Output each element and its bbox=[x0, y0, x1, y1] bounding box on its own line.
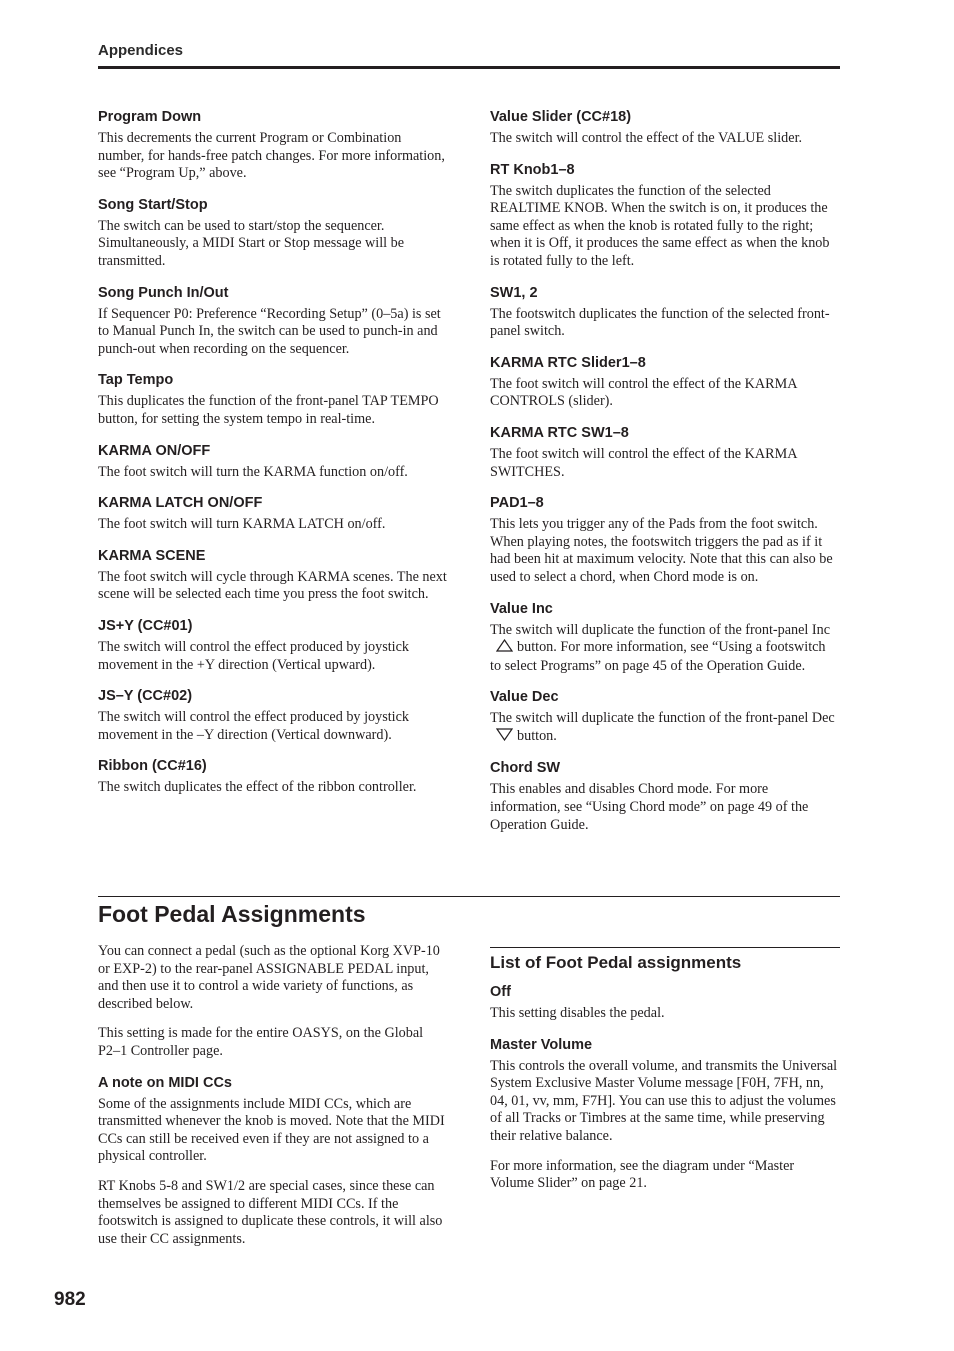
intro-paragraph: You can connect a pedal (such as the optional Korg XVP-10 or EXP-2) to the rear-panel ASSIGNABLE PEDAL input, and then use it to control a wide variety of functions, as described below. bbox=[98, 943, 440, 1012]
entry-title: Off bbox=[490, 984, 511, 1000]
note-title: A note on MIDI CCs bbox=[98, 1074, 232, 1091]
running-header: Appendices bbox=[98, 42, 184, 59]
entry-js-minus-y bbox=[98, 687, 448, 744]
entry-karma-rtc-sw bbox=[490, 424, 840, 481]
entry-js-plus-y bbox=[98, 617, 448, 674]
note-paragraph: RT Knobs 5-8 and SW1/2 are special cases, since these can themselves be assigned to different MIDI CCs. If the footswitch is assigned to duplicate these controls, it will also use their CC assignments. bbox=[98, 1177, 443, 1247]
entry-title: Value Inc bbox=[490, 600, 553, 617]
entry-title: KARMA LATCH ON/OFF bbox=[98, 495, 263, 512]
subsection-rule bbox=[490, 947, 840, 948]
entry-text bbox=[490, 622, 840, 676]
entry-text: The foot switch will cycle through KARMA scenes. The next scene will be selected each time you press the foot switch. bbox=[98, 568, 447, 603]
entry-text: This lets you trigger any of the Pads from the foot switch. When playing notes, the footswitch triggers the pad as if it had been hit at maximum velocity. Note that this can also be used to select a chord, when Chord mode is on. bbox=[490, 516, 833, 585]
text-before: The switch will duplicate the function of the front-panel Inc bbox=[490, 621, 830, 638]
foot-pedal-left bbox=[98, 940, 448, 1248]
note-paragraph: Some of the assignments include MIDI CCs, which are transmitted whenever the knob is moved. Note that the MIDI CCs can still be received even if they are not assigned to a physical controller. bbox=[98, 1095, 445, 1165]
entry-pad bbox=[490, 494, 840, 586]
triangle-up-icon bbox=[496, 639, 513, 658]
entry-title: JS–Y (CC#02) bbox=[98, 688, 193, 705]
entry-title: PAD1–8 bbox=[490, 495, 544, 512]
entry-text bbox=[490, 710, 840, 746]
section-rule bbox=[98, 896, 840, 897]
entry-title: JS+Y (CC#01) bbox=[98, 617, 193, 634]
entry-title: Song Punch In/Out bbox=[98, 284, 229, 301]
text-after: button. For more information, see “Using a footswitch to select Programs” on page 45 of the Operation Guide. bbox=[490, 639, 826, 674]
entry-song-punch bbox=[98, 284, 448, 359]
entry-text: The switch will control the effect produced by joystick movement in the +Y direction (Vertical upward). bbox=[98, 638, 409, 673]
entry-text: This controls the overall volume, and transmits the Universal System Exclusive Master Volume message [F0H, 7FH, nn, 04, 01, vv, mm, F7H]. You can use this to adjust the volumes of all Tracks or Timbres at the same time, while preserving their relative balance. bbox=[490, 1057, 838, 1144]
entry-chord-sw bbox=[490, 759, 840, 834]
entry-text: The foot switch will turn the KARMA function on/off. bbox=[98, 463, 408, 480]
entry-rt-knob bbox=[490, 161, 840, 271]
foot-pedal-right bbox=[490, 947, 840, 1193]
entry-karma-on-off bbox=[98, 442, 448, 482]
entry-title: Ribbon (CC#16) bbox=[98, 758, 207, 775]
subsection-title: List of Foot Pedal assignments bbox=[490, 953, 742, 972]
entry-title: SW1, 2 bbox=[490, 284, 538, 301]
entry-title: KARMA RTC SW1–8 bbox=[490, 424, 629, 441]
entry-title: Tap Tempo bbox=[98, 372, 174, 389]
entry-title: Chord SW bbox=[490, 760, 561, 777]
entry-title: Program Down bbox=[98, 109, 202, 125]
entry-value-inc bbox=[490, 600, 840, 676]
entry-title: RT Knob1–8 bbox=[490, 161, 575, 178]
entry-text: The foot switch will turn KARMA LATCH on/off. bbox=[98, 516, 386, 533]
entry-title: KARMA SCENE bbox=[98, 547, 206, 564]
entry-text: The switch duplicates the effect of the ribbon controller. bbox=[98, 779, 417, 796]
entry-text: This enables and disables Chord mode. For more information, see “Using Chord mode” on page 49 of the Operation Guide. bbox=[490, 781, 809, 833]
entry-text: If Sequencer P0: Preference “Recording Setup” (0–5a) is set to Manual Punch In, the switch can be used to punch-in and punch-out when recording on the sequencer. bbox=[98, 305, 441, 357]
entry-value-dec bbox=[490, 688, 840, 746]
entry-text: For more information, see the diagram under “Master Volume Slider” on page 21. bbox=[490, 1157, 795, 1192]
entry-text: The switch duplicates the function of the selected REALTIME KNOB. When the switch is on, it produces the same effect as when the knob is rotated fully to the right; when it is Off, it produces the same effect as when the knob is rotated fully to the left. bbox=[490, 182, 830, 269]
entry-title: KARMA ON/OFF bbox=[98, 442, 211, 459]
text-after: button. bbox=[517, 727, 557, 744]
entry-title: Value Slider (CC#18) bbox=[490, 109, 632, 125]
text-before: The switch will duplicate the function of the front-panel Dec bbox=[490, 710, 835, 727]
header-rule bbox=[98, 66, 840, 69]
entry-text: The foot switch will control the effect of the KARMA CONTROLS (slider). bbox=[490, 375, 797, 410]
section-title: Foot Pedal Assignments bbox=[98, 901, 366, 927]
page-number: 982 bbox=[54, 1289, 86, 1310]
left-column bbox=[98, 108, 448, 797]
intro-paragraph: This setting is made for the entire OASYS, on the Global P2–1 Controller page. bbox=[98, 1025, 424, 1059]
entry-tap-tempo bbox=[98, 371, 448, 428]
entry-text: The switch will control the effect produced by joystick movement in the –Y direction (Vertical downward). bbox=[98, 709, 409, 743]
entry-program-down bbox=[98, 108, 448, 183]
entry-ribbon bbox=[98, 757, 448, 797]
entry-title: KARMA RTC Slider1–8 bbox=[490, 354, 646, 371]
entry-karma-rtc-slider bbox=[490, 354, 840, 411]
entry-text: This decrements the current Program or Combination number, for hands-free patch changes. For more information, see “Program Up,” above. bbox=[98, 130, 445, 182]
entry-title: Value Dec bbox=[490, 689, 559, 706]
entry-song-start-stop bbox=[98, 196, 448, 271]
right-column bbox=[490, 108, 840, 834]
entry-value-slider bbox=[490, 108, 840, 148]
entry-text: The foot switch will control the effect of the KARMA SWITCHES. bbox=[490, 445, 797, 480]
entry-text: The switch will control the effect of the VALUE slider. bbox=[490, 130, 803, 146]
triangle-down-icon bbox=[496, 728, 513, 747]
entry-karma-scene bbox=[98, 547, 448, 604]
entry-title: Song Start/Stop bbox=[98, 196, 208, 213]
entry-karma-latch bbox=[98, 494, 448, 534]
entry-text: The switch can be used to start/stop the sequencer. Simultaneously, a MIDI Start or Stop message will be transmitted. bbox=[98, 217, 405, 269]
entry-sw12 bbox=[490, 284, 840, 341]
entry-text: This duplicates the function of the front-panel TAP TEMPO button, for setting the system tempo in real-time. bbox=[98, 393, 439, 427]
entry-text: The footswitch duplicates the function of the selected front-panel switch. bbox=[490, 305, 830, 340]
entry-text: This setting disables the pedal. bbox=[490, 1005, 665, 1021]
entry-title: Master Volume bbox=[490, 1036, 593, 1053]
